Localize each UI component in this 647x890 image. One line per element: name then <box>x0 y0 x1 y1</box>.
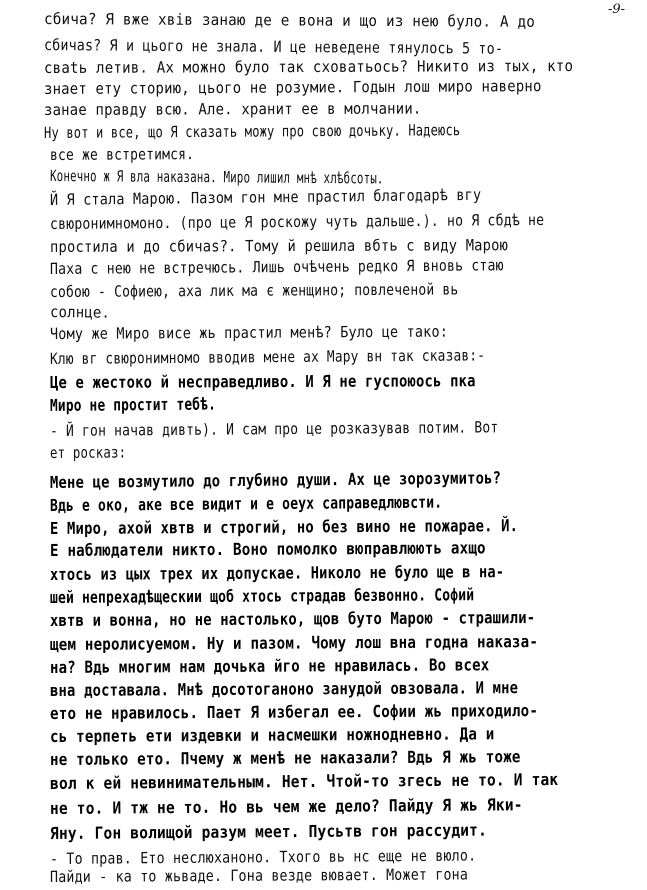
text-line: Вдь е око, аке все видит и е оеух саправедлювсти. <box>49 492 443 515</box>
text-line: хтось из цых трех их допускае. Николо не було ще в на- <box>49 562 505 584</box>
text-line: Паха с нею не встречюсь. Лишь очѣчень редко Я вновь стаю <box>49 256 504 278</box>
text-line: простила и до сбичаs?. Тому й решила вбть с виду Марою <box>49 236 509 256</box>
text-line: знает ету сторию, цього не розумие. Годын лош миро наверно <box>43 77 542 98</box>
text-line: Миро не простит тебѣ. <box>49 394 217 415</box>
text-line: шей непрехадѣщескии щоб хтось страдав безвонно. Софий <box>49 585 475 607</box>
text-line: не то. И тж не то. Но вь чем же дело? Пайду Я жь Яки- <box>49 795 523 818</box>
text-line: сбичаs? Я и цього не знала. И це неведене тянулось 5 то- <box>43 36 504 58</box>
text-line: солнце. <box>49 303 111 322</box>
text-line: ето не нравилось. Пает Я избегал ее. Софии жь приходило- <box>49 701 539 723</box>
text-line: собою - Софиею, аха лик ма є женщино; повлеченой вь <box>49 280 459 301</box>
text-line: не только ето. Пчему ж менѣ не наказали? Вдь Я жь тоже <box>49 747 521 769</box>
text-line: Яну. Гон волищой разум меет. Пусьтв гон рассудит. <box>49 820 488 843</box>
text-line: сваtь летив. Ах можно було так сховатьось? Никито из тых, кто <box>43 56 574 77</box>
text-line: Це е жестоко й несправедливо. И Я не гуспоюось пка <box>49 371 476 392</box>
text-line: - Й гон начав дивть). И сам про це розказував потим. Вот <box>49 418 499 440</box>
text-line: Мене це возмутило до глубино души. Ах це зорозумитоь? <box>49 468 502 492</box>
text-line: Ну вот и все, що Я сказать можу про свою дочьку. Надеюсь <box>43 121 461 142</box>
text-line: Конечно ж Я вла наказана. Миро лишил мнѣ хлѣбсоты. <box>49 167 384 188</box>
text-line: ет росказ: <box>49 443 127 462</box>
text-line: Е наблюдатели никто. Воно помолко вюправлюють ахщо <box>49 538 486 560</box>
text-line: на? Вдь многим нам дочька йго не нравилась. Во всех <box>49 655 490 677</box>
text-line: щем неролисуемом. Ну и пазом. Чому лош вна годна наказа- <box>49 632 539 654</box>
text-line: сь терпеть ети издевки и насмешки ножнодневно. Да и <box>49 724 495 746</box>
text-line: Й Я стала Марою. Пазом гон мне прастил благодарѣ вгу <box>49 185 482 209</box>
text-line: свюронимномоно. (про це Я роскожу чуть дальше.). но Я сбдѣ не <box>49 210 545 233</box>
text-line: все же встретимся. <box>49 145 195 164</box>
page-number: -9- <box>607 2 625 17</box>
text-line: - То прав. Ето неслюханоно. Тхого вь нс еще не вюло. <box>49 846 477 868</box>
text-line: Клю вг свюронимномо вводив мене ах Мару вн так сказав:- <box>49 346 486 368</box>
text-line: занае правду всю. Але. хранит ее в молчании. <box>43 99 422 119</box>
text-line: вна доставала. Мнѣ досотоганоно занудой овзовала. И мне <box>49 678 519 700</box>
text-line: вол к ей невинимательным. Нет. Чтой-то згесь не то. И так <box>49 769 559 793</box>
text-line: хвтв и вонна, но не настолько, щов буто Марою - страшили- <box>49 607 536 630</box>
text-line: Е Миро, ахой хвтв и строгий, но без вино не пожарае. Й. <box>49 516 519 538</box>
text-line: Пайди - ка то жьваде. Гона везде вювает. Может гона <box>49 865 469 886</box>
text-line: сбича? Я вже хвів занаю де е вона и що из нею було. А до <box>43 10 536 31</box>
text-line: Чому же Миро висе жь прастил менѣ? Було це тако: <box>49 322 449 343</box>
